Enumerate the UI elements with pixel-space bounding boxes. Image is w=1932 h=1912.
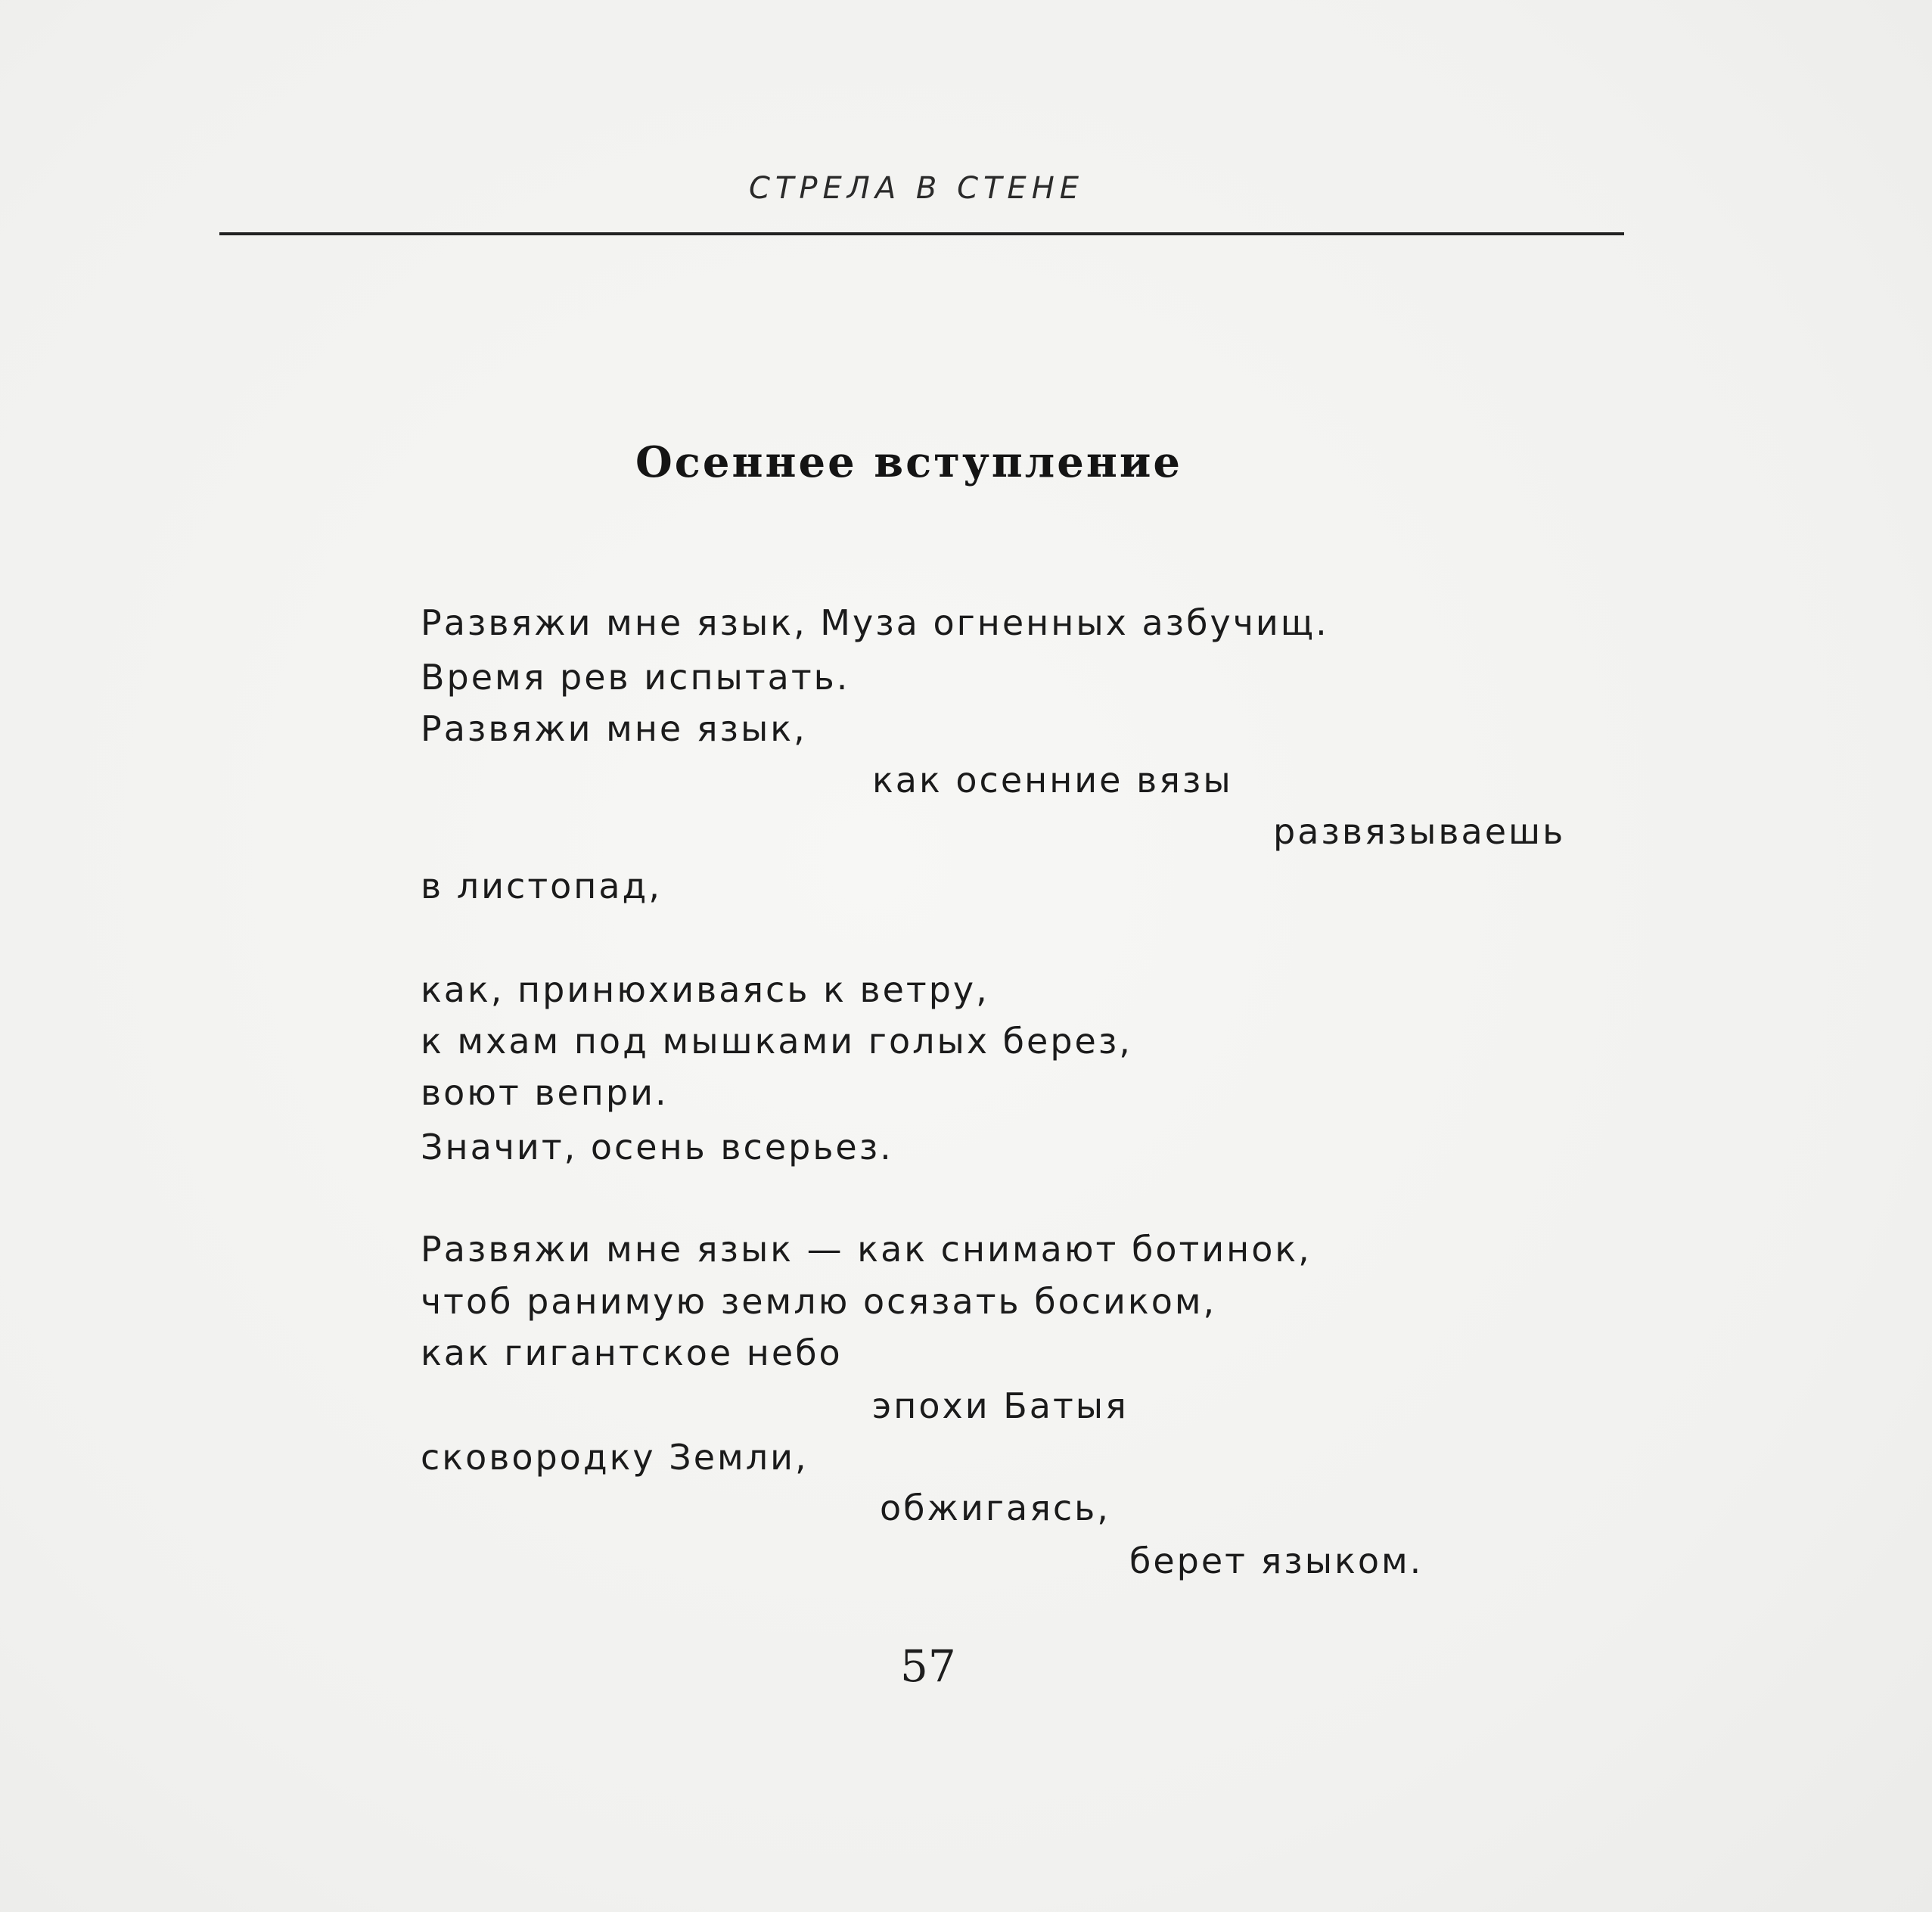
poem-line: развязываешь — [1273, 811, 1566, 852]
poem-line: как, принюхиваясь к ветру, — [421, 969, 989, 1010]
poem-title: Осеннее вступление — [635, 437, 1183, 487]
poem-line: Развяжи мне язык, — [421, 708, 807, 749]
poem-line: как гигантское небо — [421, 1332, 843, 1373]
poem-line: эпохи Батыя — [872, 1385, 1129, 1426]
poem-line: к мхам под мышками голых берез, — [421, 1021, 1132, 1062]
poem-line: обжигаясь, — [880, 1488, 1110, 1528]
poem-line: Развяжи мне язык — как снимают ботинок, — [421, 1229, 1312, 1270]
poem-line: берет языком. — [1129, 1540, 1424, 1581]
page-number: 57 — [900, 1640, 956, 1692]
poem-line: Значит, осень всерьез. — [421, 1127, 893, 1167]
poem-line: чтоб ранимую землю осязать босиком, — [421, 1281, 1217, 1322]
poem-line: в листопад, — [421, 866, 662, 906]
poem-line: Время рев испытать. — [421, 657, 850, 698]
poem-line: как осенние вязы — [872, 760, 1233, 801]
poem-line: сковородку Земли, — [421, 1437, 809, 1478]
header-rule — [219, 232, 1624, 235]
running-title: СТРЕЛА В СТЕНЕ — [749, 171, 1085, 206]
poem-line: Развяжи мне язык, Муза огненных азбучищ. — [421, 602, 1329, 643]
poem-line: воют вепри. — [421, 1072, 669, 1113]
